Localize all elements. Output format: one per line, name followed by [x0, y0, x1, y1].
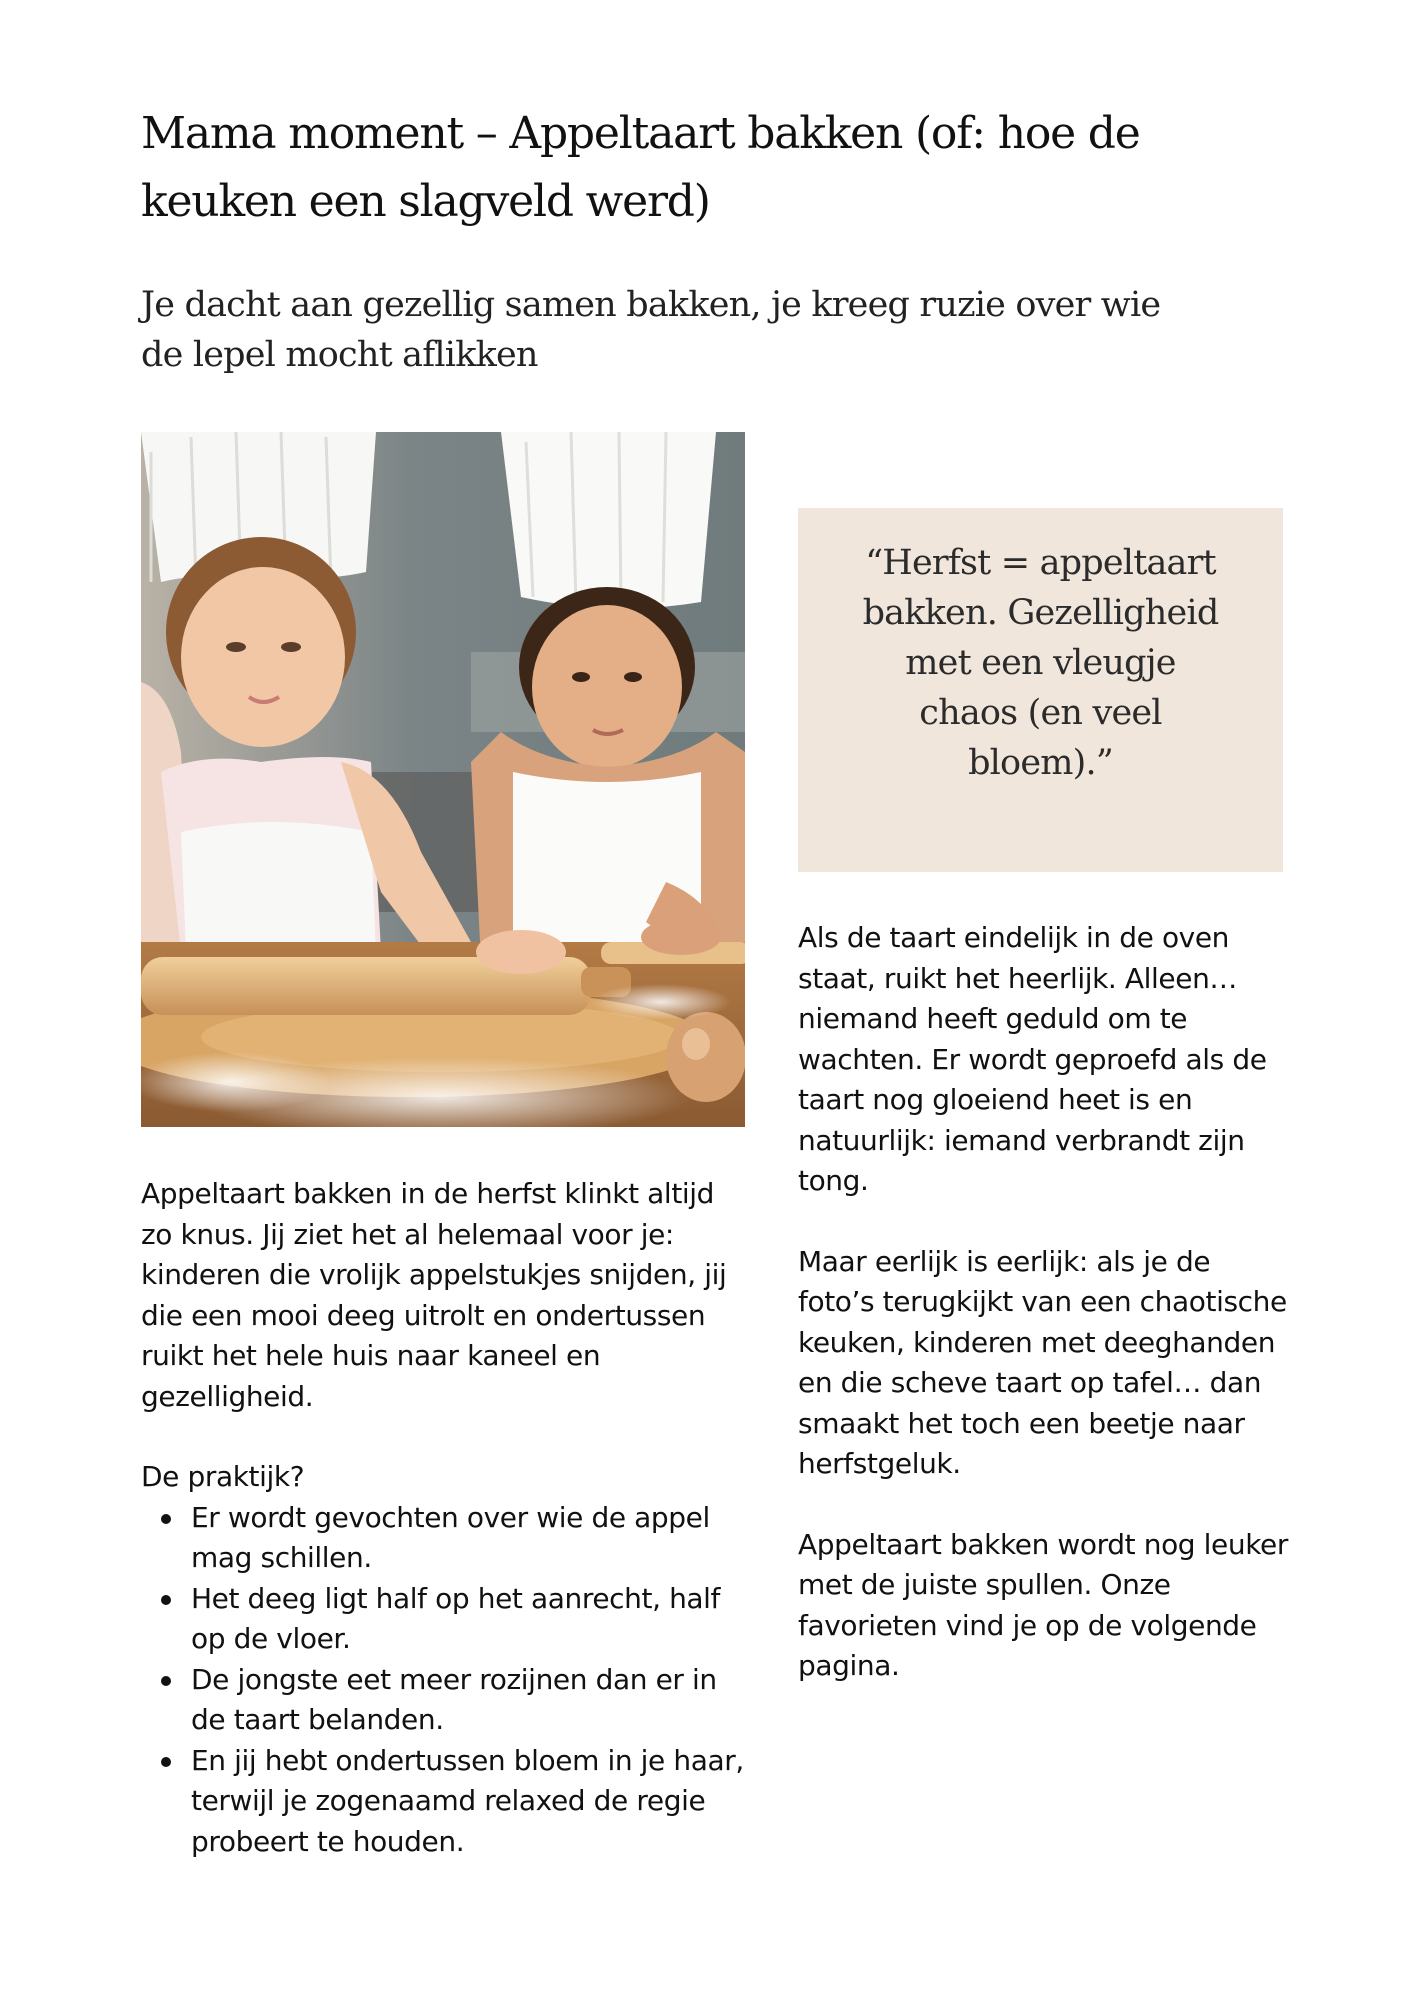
list-item: [141, 1741, 751, 1863]
list-item-text: Er wordt gevochten over wie de appel mag schillen.: [191, 1500, 710, 1574]
next-page-paragraph: Appeltaart bakken wordt nog leuker met de juiste spullen. Onze favorieten vind je op de volgende pagina.: [798, 1527, 1288, 1682]
list-item: [141, 1579, 751, 1660]
children-baking-photo: [141, 432, 745, 1127]
right-column: [798, 918, 1288, 1687]
list-item: [141, 1498, 751, 1579]
list-item: [141, 1660, 751, 1741]
list-item-text: De jongste eet meer rozijnen dan er in de taart belanden.: [191, 1662, 717, 1736]
bullet-icon: [161, 1757, 171, 1767]
intro-paragraph: Appeltaart bakken in de herfst klinkt altijd zo knus. Jij ziet het al helemaal voor je: kinderen die vrolijk appelstukjes snijden, jij die een mooi deeg uitrolt en ondertussen ruikt het hele huis naar kaneel en gezelligheid.: [141, 1177, 727, 1413]
praktijk-label: De praktijk?: [141, 1460, 305, 1493]
bullet-icon: [161, 1676, 171, 1686]
list-item-text: En jij hebt ondertussen bloem in je haar, terwijl je zogenaamd relaxed de regie probeert te houden.: [191, 1743, 744, 1858]
pull-quote: “Herfst = appeltaart bakken. Gezelligheid met een vleugje chaos (en veel bloem).”: [862, 543, 1219, 783]
bullet-icon: [161, 1595, 171, 1605]
pull-quote-box: [798, 508, 1283, 872]
page-title: Mama moment – Appeltaart bakken (of: hoe de keuken een slagveld werd): [141, 108, 1140, 227]
list-item-text: Het deeg ligt half op het aanrecht, half op de vloer.: [191, 1581, 721, 1655]
bullet-icon: [161, 1514, 171, 1524]
page-subtitle: Je dacht aan gezellig samen bakken, je kreeg ruzie over wie de lepel mocht aflikken: [141, 285, 1161, 375]
herfstgeluk-paragraph: Maar eerlijk is eerlijk: als je de foto’s terugkijkt van een chaotische keuken, kinderen met deeghanden en die scheve taart op tafel… dan smaakt het toch een beetje naar herfstgeluk.: [798, 1244, 1287, 1480]
praktijk-list: [141, 1498, 751, 1863]
oven-paragraph: Als de taart eindelijk in de oven staat, ruikt het heerlijk. Alleen… niemand heeft geduld om te wachten. Er wordt geproefd als de taart nog gloeiend heet is en natuurlijk: iemand verbrandt zijn tong.: [798, 921, 1267, 1197]
left-column: [141, 1174, 751, 1862]
